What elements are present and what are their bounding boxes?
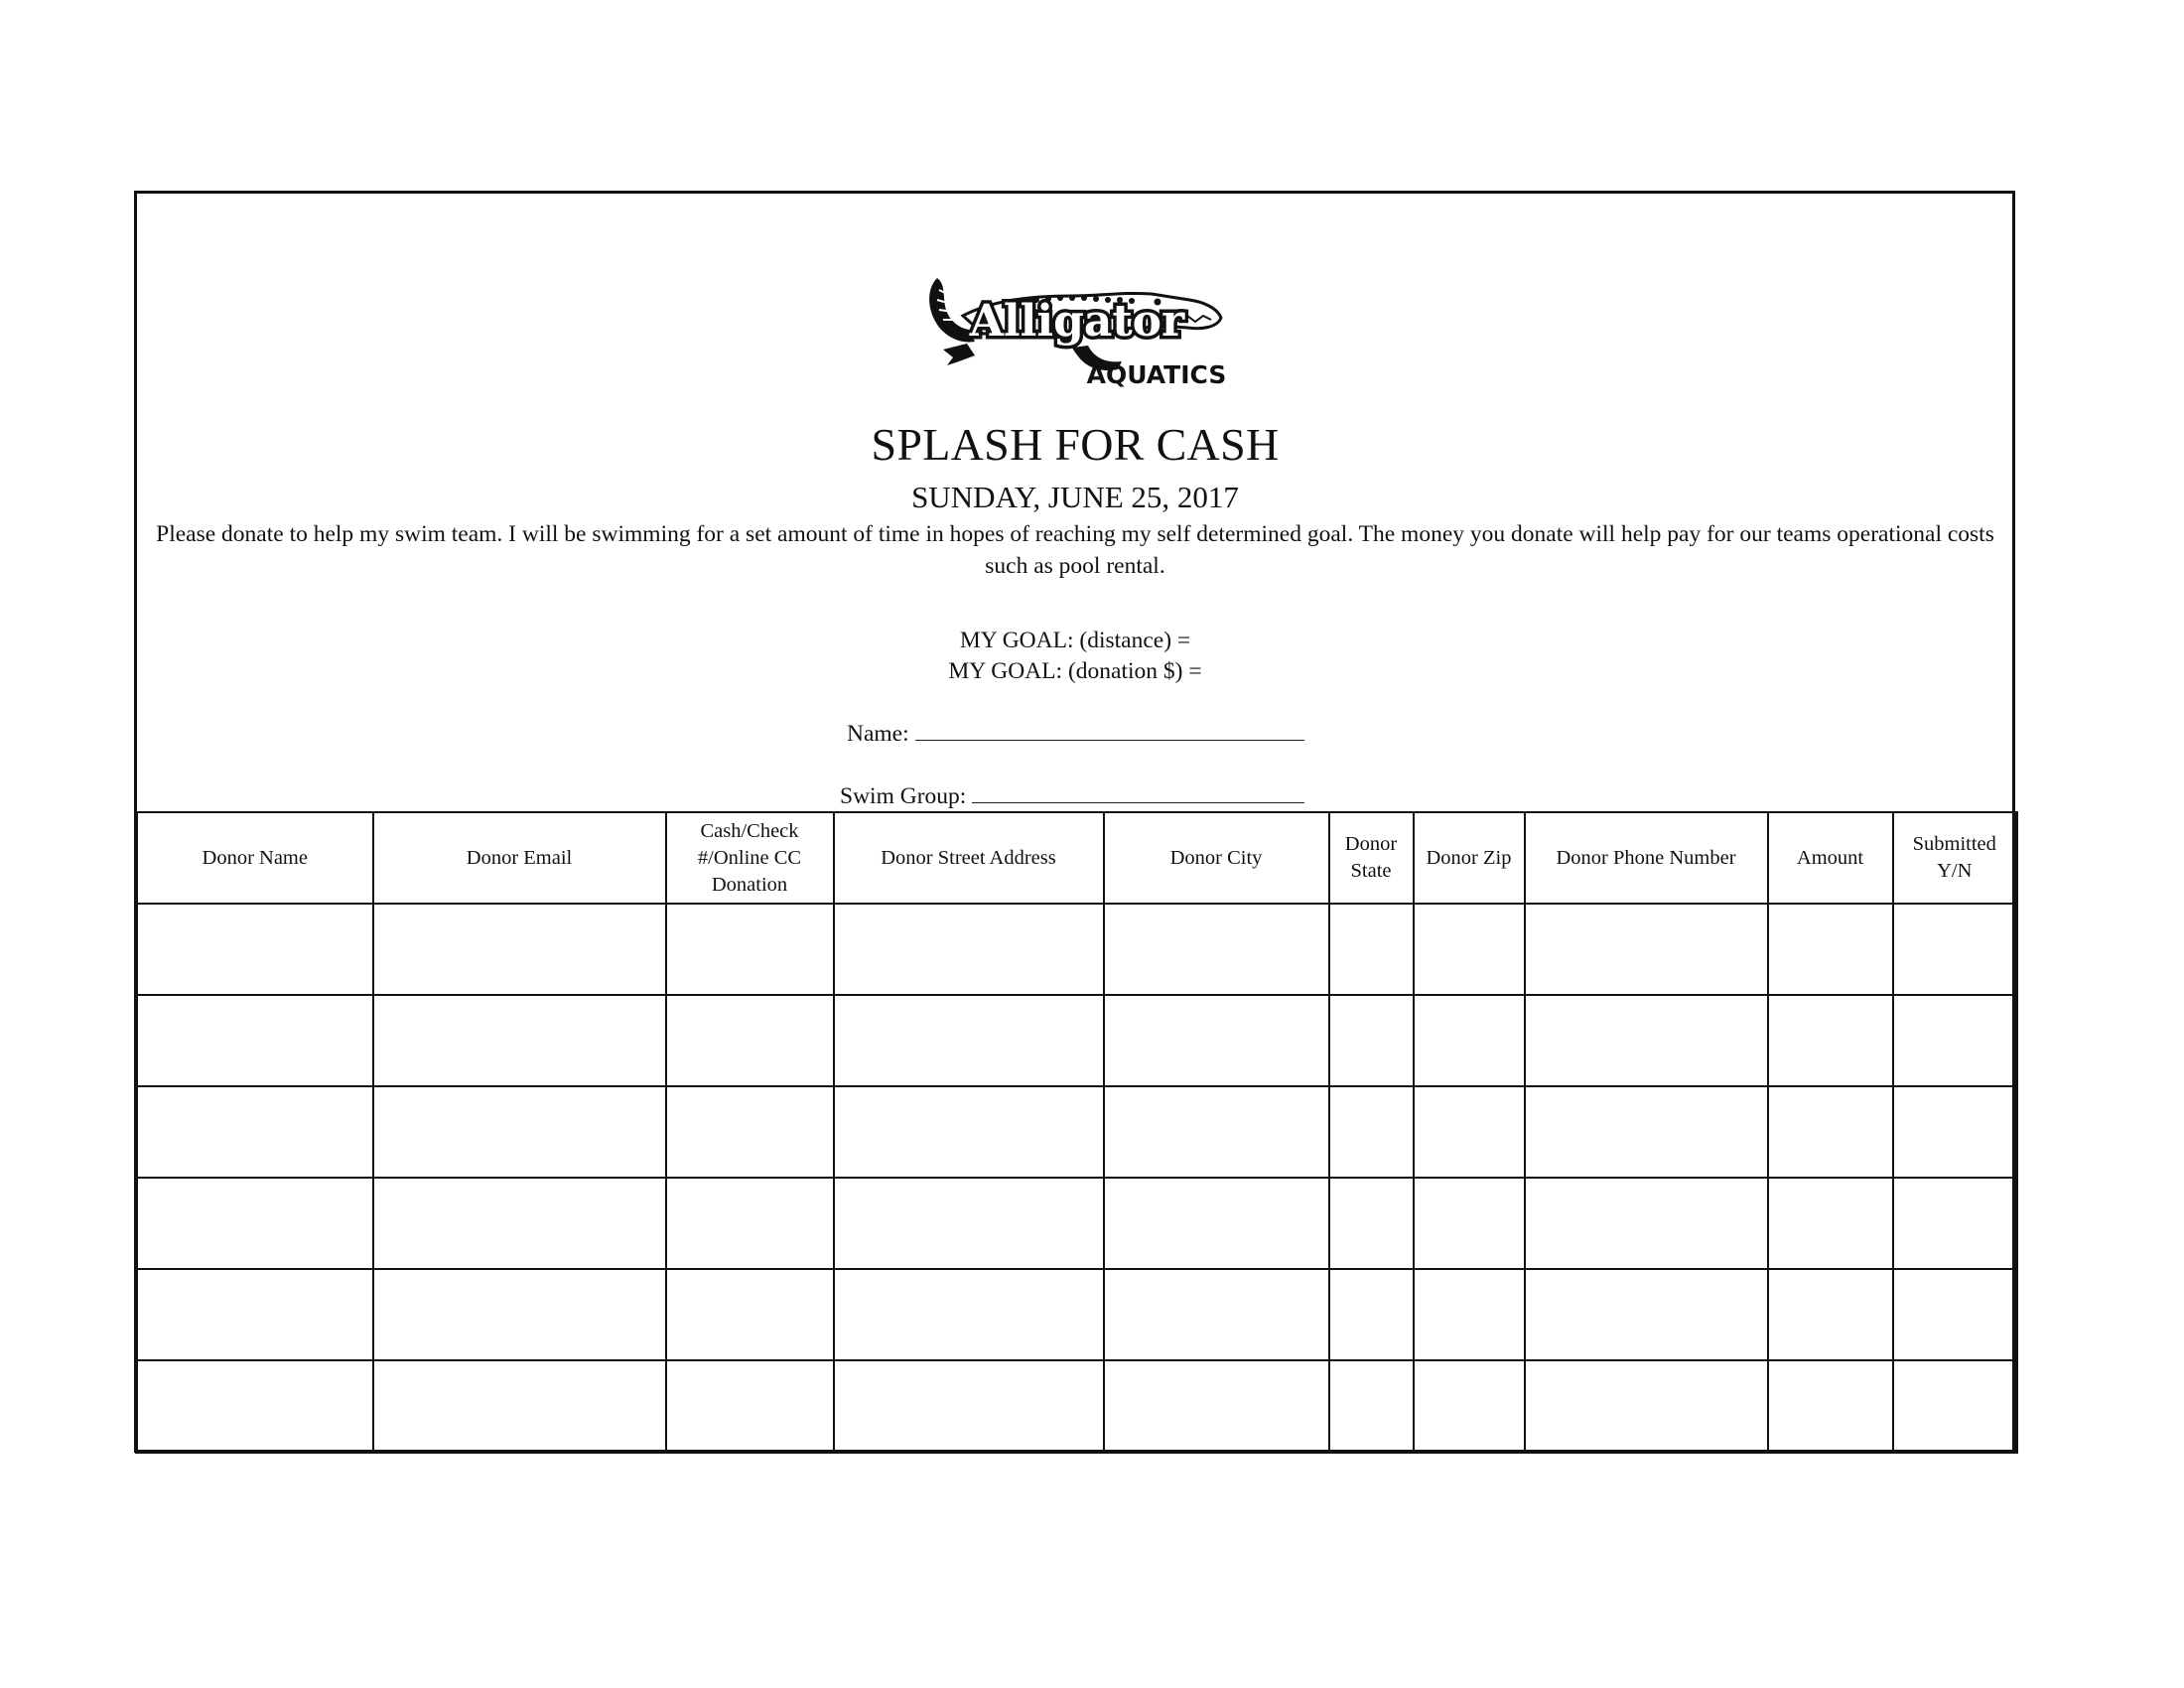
cell-city[interactable] bbox=[1104, 1269, 1329, 1360]
column-header-donor-email: Donor Email bbox=[373, 812, 666, 904]
name-blank-line[interactable] bbox=[915, 720, 1304, 741]
cell-submitted[interactable] bbox=[1893, 1178, 2017, 1269]
cell-amount[interactable] bbox=[1768, 995, 1893, 1086]
table-row bbox=[137, 1086, 2017, 1178]
cell-street-address[interactable] bbox=[834, 1360, 1104, 1453]
event-date: SUNDAY, JUNE 25, 2017 bbox=[911, 480, 1239, 514]
goal-distance-label: MY GOAL: (distance) = bbox=[959, 628, 1191, 653]
cell-phone[interactable] bbox=[1525, 1360, 1768, 1453]
cell-donor-email[interactable] bbox=[373, 1178, 666, 1269]
cell-amount[interactable] bbox=[1768, 1086, 1893, 1178]
column-header-donor-phone: Donor Phone Number bbox=[1525, 812, 1768, 904]
cell-zip[interactable] bbox=[1414, 904, 1525, 995]
table-row bbox=[137, 1269, 2017, 1360]
column-header-donor-state: Donor State bbox=[1329, 812, 1414, 904]
cell-street-address[interactable] bbox=[834, 1178, 1104, 1269]
cell-donor-name[interactable] bbox=[137, 1086, 373, 1178]
cell-state[interactable] bbox=[1329, 1086, 1414, 1178]
cell-payment-method[interactable] bbox=[666, 1360, 834, 1453]
cell-submitted[interactable] bbox=[1893, 995, 2017, 1086]
cell-zip[interactable] bbox=[1414, 1269, 1525, 1360]
cell-state[interactable] bbox=[1329, 1269, 1414, 1360]
swim-group-label: Swim Group: bbox=[840, 783, 967, 809]
cell-street-address[interactable] bbox=[834, 1269, 1104, 1360]
cell-payment-method[interactable] bbox=[666, 1269, 834, 1360]
cell-donor-email[interactable] bbox=[373, 1086, 666, 1178]
cell-amount[interactable] bbox=[1768, 1269, 1893, 1360]
cell-submitted[interactable] bbox=[1893, 1360, 2017, 1453]
cell-amount[interactable] bbox=[1768, 1360, 1893, 1453]
swim-group-field-row bbox=[840, 781, 1304, 811]
alligator-aquatics-logo bbox=[923, 270, 1233, 389]
description-text: Please donate to help my swim team. I will be swimming for a set amount of time in hopes of reaching my self determined goal. The money you donate will help pay for our teams operational costs such as pool rental. bbox=[156, 521, 1994, 579]
cell-donor-email[interactable] bbox=[373, 904, 666, 995]
cell-payment-method[interactable] bbox=[666, 1178, 834, 1269]
cell-donor-name[interactable] bbox=[137, 995, 373, 1086]
column-header-donor-city: Donor City bbox=[1104, 812, 1329, 904]
column-header-donor-street-address: Donor Street Address bbox=[834, 812, 1104, 904]
cell-phone[interactable] bbox=[1525, 995, 1768, 1086]
cell-street-address[interactable] bbox=[834, 904, 1104, 995]
cell-zip[interactable] bbox=[1414, 1086, 1525, 1178]
cell-street-address[interactable] bbox=[834, 995, 1104, 1086]
goal-donation-label: MY GOAL: (donation $) = bbox=[948, 658, 1202, 684]
cell-phone[interactable] bbox=[1525, 1178, 1768, 1269]
cell-city[interactable] bbox=[1104, 1178, 1329, 1269]
cell-donor-name[interactable] bbox=[137, 1360, 373, 1453]
name-label: Name: bbox=[847, 721, 909, 747]
cell-donor-name[interactable] bbox=[137, 1269, 373, 1360]
cell-donor-email[interactable] bbox=[373, 1269, 666, 1360]
cell-amount[interactable] bbox=[1768, 904, 1893, 995]
cell-amount[interactable] bbox=[1768, 1178, 1893, 1269]
cell-phone[interactable] bbox=[1525, 904, 1768, 995]
cell-submitted[interactable] bbox=[1893, 1086, 2017, 1178]
page-title: SPLASH FOR CASH bbox=[871, 419, 1280, 470]
cell-submitted[interactable] bbox=[1893, 904, 2017, 995]
cell-phone[interactable] bbox=[1525, 1086, 1768, 1178]
cell-state[interactable] bbox=[1329, 995, 1414, 1086]
table-row bbox=[137, 1178, 2017, 1269]
cell-donor-name[interactable] bbox=[137, 1178, 373, 1269]
cell-phone[interactable] bbox=[1525, 1269, 1768, 1360]
table-header-row bbox=[137, 812, 2017, 904]
column-header-donor-zip: Donor Zip bbox=[1414, 812, 1525, 904]
cell-city[interactable] bbox=[1104, 904, 1329, 995]
swim-group-blank-line[interactable] bbox=[972, 782, 1304, 803]
column-header-payment-method: Cash/Check #/Online CC Donation bbox=[666, 812, 834, 904]
cell-payment-method[interactable] bbox=[666, 995, 834, 1086]
column-header-donor-name: Donor Name bbox=[137, 812, 373, 904]
column-header-submitted: Submitted Y/N bbox=[1893, 812, 2017, 904]
cell-donor-email[interactable] bbox=[373, 995, 666, 1086]
cell-donor-email[interactable] bbox=[373, 1360, 666, 1453]
cell-payment-method[interactable] bbox=[666, 1086, 834, 1178]
cell-city[interactable] bbox=[1104, 995, 1329, 1086]
table-row bbox=[137, 995, 2017, 1086]
cell-zip[interactable] bbox=[1414, 1178, 1525, 1269]
cell-city[interactable] bbox=[1104, 1360, 1329, 1453]
cell-submitted[interactable] bbox=[1893, 1269, 2017, 1360]
svg-text:AQUATICS: AQUATICS bbox=[1086, 360, 1227, 389]
cell-zip[interactable] bbox=[1414, 995, 1525, 1086]
name-field-row bbox=[847, 719, 1304, 749]
donor-table bbox=[135, 811, 2018, 1454]
table-row bbox=[137, 1360, 2017, 1453]
cell-city[interactable] bbox=[1104, 1086, 1329, 1178]
cell-payment-method[interactable] bbox=[666, 904, 834, 995]
column-header-amount: Amount bbox=[1768, 812, 1893, 904]
cell-donor-name[interactable] bbox=[137, 904, 373, 995]
table-row bbox=[137, 904, 2017, 995]
svg-text:Alligator: Alligator bbox=[969, 296, 1185, 347]
cell-state[interactable] bbox=[1329, 1178, 1414, 1269]
cell-state[interactable] bbox=[1329, 904, 1414, 995]
cell-street-address[interactable] bbox=[834, 1086, 1104, 1178]
cell-zip[interactable] bbox=[1414, 1360, 1525, 1453]
cell-state[interactable] bbox=[1329, 1360, 1414, 1453]
